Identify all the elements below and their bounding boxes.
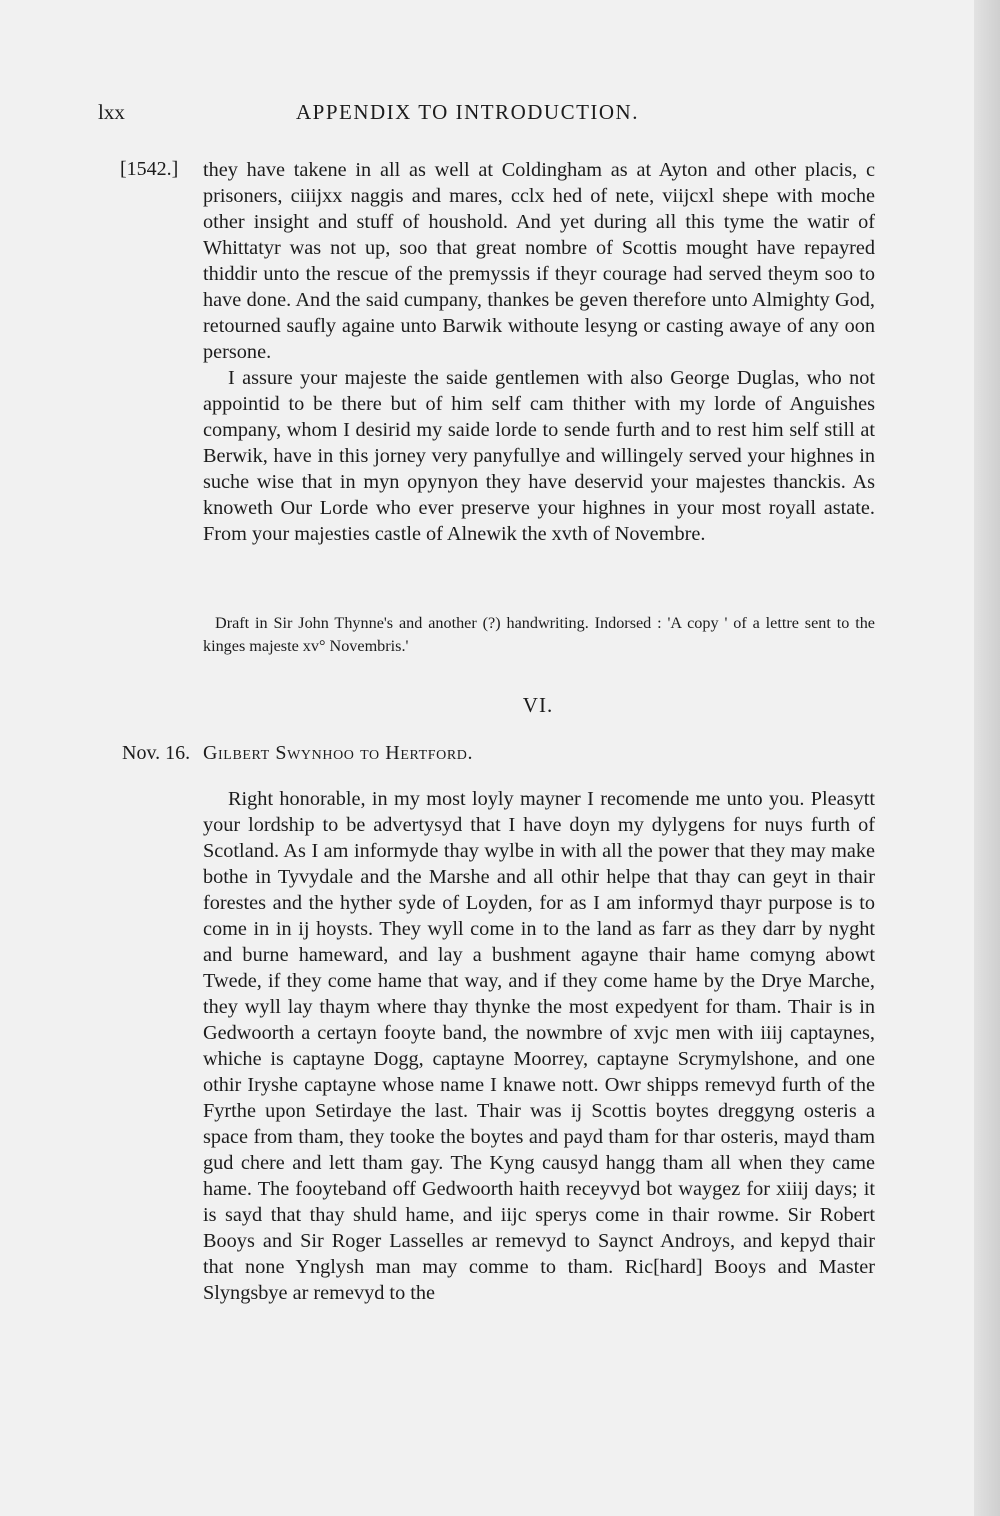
letter-heading: Gilbert Swynhoo to Hertford. <box>203 742 474 764</box>
margin-date: Nov. 16. <box>122 742 191 764</box>
letter-two-body <box>203 786 875 1306</box>
letter-one-paragraph-2: I assure your majeste the saide gentlemen with also George Duglas, who not appointid to be there but of him self cam thither with my lorde of Anguishes company, whom I desirid my saide lorde to sende furth and to rest him self still at Berwik, have in this jorney very panyfullye and willingely served your highnes in suche wise that in myn opynyon they have deservid your majestes thanckis. As knoweth Our Lorde who ever preserve your highnes in your most royall astate. From your majesties castle of Alnewik the xvth of Novembre. <box>203 367 875 545</box>
running-head <box>98 100 876 132</box>
letter-one-body <box>203 157 875 547</box>
page-number: lxx <box>98 100 125 124</box>
section-number: VI. <box>522 693 554 717</box>
page-edge-shadow <box>974 0 1000 1516</box>
editorial-note-text: Draft in Sir John Thynne's and another (?) handwriting. Indorsed : 'A copy ' of a lettre sent to the kinges majeste xv° Novembris.' <box>203 614 875 655</box>
running-title: APPENDIX TO INTRODUCTION. <box>296 100 639 124</box>
editorial-note <box>203 612 875 657</box>
letter-two-paragraph: Right honorable, in my most loyly mayner I recomende me unto you. Pleasytt your lordship to be advertysyd that I have doyn my dylygens for nuys furth of Scotland. As I am informyde thay wylbe in with all the power that they may make bothe in Tyvydale and the Marshe and all othir helpe that thay can geyt in thair forestes and the hyther syde of Loyden, for as I am informyd thayr purpose is to come in in ij hoysts. They wyll come in to the land as farr as they darr by nyght and burne hameward, and lay a bushment agayne thair hame comyng abowt Twede, if they come hame that way, and if they come hame by the Drye Marche, they wyll lay thaym where thay thynke the most expedyent for tham. Thair is in Gedwoorth a certayn fooyte band, the nowmbre of xvjc men with iiij captaynes, whiche is captayne Dogg, captayne Moorrey, captayne Scrymylshone, and one othir Iryshe captayne whose name I knawe nott. Owr shipps remevyd furth of the Fyrthe upon Setirdaye the last. Thair was ij Scottis boytes dreggyng osteris a space from tham, they tooke the boytes and payd tham for thar osteris, mayd tham gud chere and lett tham gay. The Kyng causyd hangg tham all when they came hame. The fooyteband off Gedwoorth haith receyvyd bot waygez for xiiij days; it is sayd that thay shuld hame, and iijc sperys come in thair rowme. Sir Robert Booys and Sir Roger Lassellеs ar remevyd to Saynct Androys, and kepyd thair that none Ynglysh man may comme to tham. Ric[hard] Booys and Master Slyngsbye ar remevyd to the <box>203 788 875 1304</box>
margin-year: [1542.] <box>120 158 179 180</box>
letter-one-paragraph-1: they have takene in all as well at Coldingham as at Ayton and other placis, c prisoners, ciiijxx naggis and mares, cclx hed of nete, viijcxl shepe with moche other insight and stuff of houshold. And yet during all this tyme the watir of Whittatyr was not up, soo that great nombre of Scottis mought have repayred thiddir unto the rescue of the premyssis if theyr courage had served theym soo to have done. And the said cumpany, thankes be geven therefore unto Almighty God, retourned saufly againe unto Barwik withoute lesyng or casting awaye of any oon persone. <box>203 159 875 363</box>
